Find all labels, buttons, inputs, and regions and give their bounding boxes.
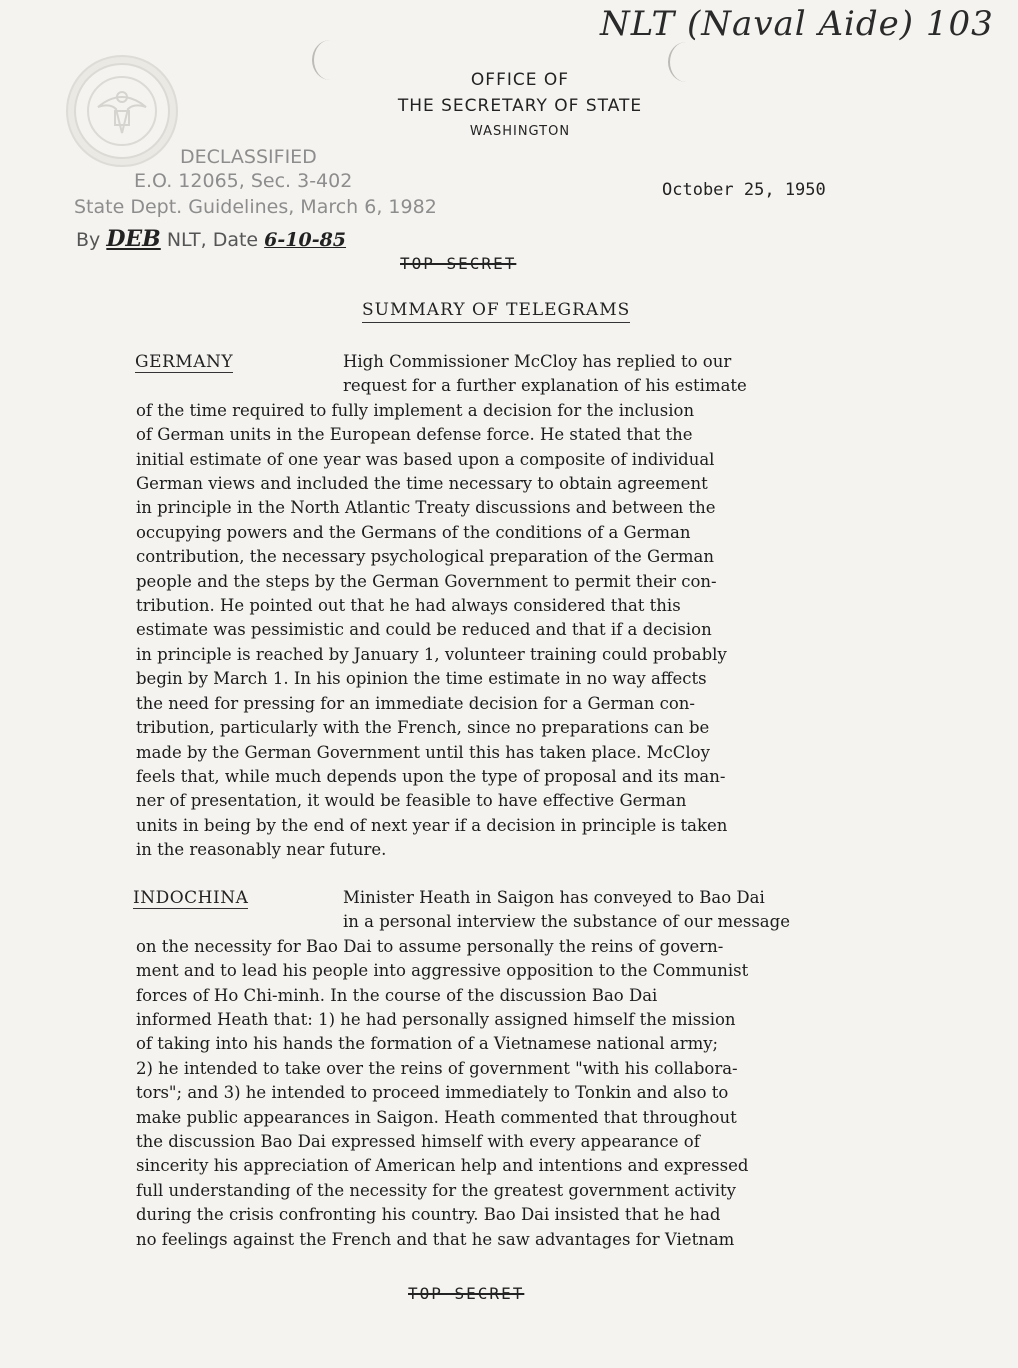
body-text-line: informed Heath that: 1) he had personally assigned himself the mission xyxy=(136,1010,736,1030)
body-text-line: 2) he intended to take over the reins of government "with his collabora- xyxy=(136,1058,738,1078)
body-text-line: tors"; and 3) he intended to proceed immediately to Tonkin and also to xyxy=(136,1083,729,1103)
stamp-agency: NLT, Date xyxy=(166,229,259,251)
body-text-line: of taking into his hands the formation of a Vietnamese national army; xyxy=(136,1034,719,1054)
body-text-line: ner of presentation, it would be feasible to have effective German xyxy=(136,791,687,811)
body-text-line: request for a further explanation of his estimate xyxy=(343,376,747,396)
punch-hole-mark xyxy=(668,42,704,82)
declassified-stamp-signoff xyxy=(76,226,346,252)
body-text-line: people and the steps by the German Government to permit their con- xyxy=(136,571,717,591)
body-text-line: make public appearances in Saigon. Heath commented that throughout xyxy=(136,1107,737,1127)
section-body-germany xyxy=(136,350,926,863)
body-text-line: feels that, while much depends upon the type of proposal and its man- xyxy=(136,766,726,786)
stamp-by-prefix: By xyxy=(76,229,101,251)
body-text-line: during the crisis confronting his country. Bao Dai insisted that he had xyxy=(136,1205,721,1225)
body-text-line: tribution. He pointed out that he had always considered that this xyxy=(136,596,681,616)
body-text-line: occupying powers and the Germans of the conditions of a German xyxy=(136,522,691,542)
body-text-line: ment and to lead his people into aggressive opposition to the Communist xyxy=(136,961,749,981)
section-body-indochina xyxy=(136,886,926,1252)
body-text-line: no feelings against the French and that he saw advantages for Vietnam xyxy=(136,1229,735,1249)
page-title: SUMMARY OF TELEGRAMS xyxy=(362,300,630,323)
body-text-line: full understanding of the necessity for the greatest government activity xyxy=(136,1180,736,1200)
declassified-stamp-authority: E.O. 12065, Sec. 3-402 xyxy=(134,170,353,192)
section-label-germany: GERMANY xyxy=(135,352,234,372)
section-label-indochina: INDOCHINA xyxy=(133,888,249,908)
letterhead-office: OFFICE OF xyxy=(470,70,570,90)
body-text-line: Minister Heath in Saigon has conveyed to Bao Dai xyxy=(343,888,765,907)
classification-marking-bottom: TOP SECRET xyxy=(408,1284,525,1303)
body-text-line: in a personal interview the substance of our message xyxy=(343,912,790,932)
body-text-line: initial estimate of one year was based upon a composite of individual xyxy=(136,449,715,469)
body-text-line: in the reasonably near future. xyxy=(136,840,387,860)
body-text-line: of the time required to fully implement a decision for the inclusion xyxy=(136,400,695,420)
body-text-line: units in being by the end of next year if a decision in principle is taken xyxy=(136,815,728,835)
declassified-stamp-guidelines: State Dept. Guidelines, March 6, 1982 xyxy=(74,196,437,218)
stamp-date: 6-10-85 xyxy=(264,229,347,251)
body-text-line: sincerity his appreciation of American help and intentions and expressed xyxy=(136,1156,749,1176)
body-text-line: High Commissioner McCloy has replied to our xyxy=(343,352,732,371)
letterhead-title: THE SECRETARY OF STATE xyxy=(397,96,643,116)
handwritten-annotation: NLT (Naval Aide) 103 xyxy=(600,4,994,44)
declassified-stamp-title: DECLASSIFIED xyxy=(180,146,317,168)
body-text-line: the need for pressing for an immediate decision for a German con- xyxy=(136,693,696,713)
body-text-line: on the necessity for Bao Dai to assume personally the reins of govern- xyxy=(136,936,724,956)
stamp-initials: DEB xyxy=(106,226,161,252)
document-date: October 25, 1950 xyxy=(662,180,826,200)
body-text-line: in principle is reached by January 1, volunteer training could probably xyxy=(136,644,727,664)
punch-hole-mark xyxy=(312,40,348,80)
body-text-line: made by the German Government until this has taken place. McCloy xyxy=(136,742,710,762)
body-text-line: of German units in the European defense force. He stated that the xyxy=(136,425,693,445)
body-text-line: the discussion Bao Dai expressed himself with every appearance of xyxy=(136,1132,700,1152)
body-text-line: tribution, particularly with the French, since no preparations can be xyxy=(136,718,710,738)
body-text-line: estimate was pessimistic and could be reduced and that if a decision xyxy=(136,620,712,640)
embossed-seal-icon xyxy=(66,55,178,167)
body-text-line: in principle in the North Atlantic Treaty discussions and between the xyxy=(136,498,716,518)
classification-marking-top: TOP SECRET xyxy=(400,254,517,273)
letterhead-city: WASHINGTON xyxy=(469,124,571,139)
body-text-line: begin by March 1. In his opinion the time estimate in no way affects xyxy=(136,669,707,689)
body-text-line: contribution, the necessary psychological preparation of the German xyxy=(136,547,714,567)
body-text-line: German views and included the time necessary to obtain agreement xyxy=(136,474,708,494)
body-text-line: forces of Ho Chi-minh. In the course of the discussion Bao Dai xyxy=(136,985,658,1005)
